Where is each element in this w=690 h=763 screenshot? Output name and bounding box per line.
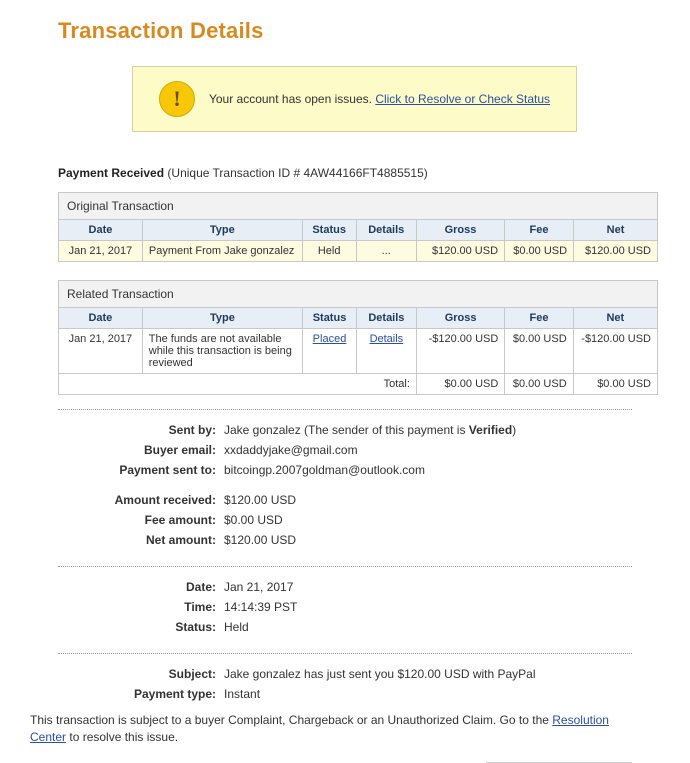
col-details: Details xyxy=(356,220,416,241)
alert-message-text: Your account has open issues. xyxy=(208,92,372,106)
status-value: Held xyxy=(224,620,249,634)
col-gross: Gross xyxy=(416,308,504,329)
buyer-email-value: xxdaddyjake@gmail.com xyxy=(224,443,358,457)
divider-3 xyxy=(58,653,632,654)
cell-type: The funds are not available while this transaction is being reviewed xyxy=(142,329,302,374)
payment-type-value: Instant xyxy=(224,687,261,701)
cell-net: $120.00 USD xyxy=(574,241,658,262)
time-value: 14:14:39 PST xyxy=(224,600,298,614)
table-header-row xyxy=(59,308,658,329)
payment-sent-to-value: bitcoingp.2007goldman@outlook.com xyxy=(224,463,425,477)
payment-type-label: Payment type: xyxy=(133,687,216,701)
warning-exclamation-icon: ! xyxy=(159,81,195,117)
buyer-email-label: Buyer email: xyxy=(143,443,216,457)
cell-gross: $120.00 USD xyxy=(416,241,504,262)
subject-details xyxy=(58,664,658,704)
sender-details xyxy=(58,420,658,550)
details-link[interactable]: Details xyxy=(369,333,404,345)
status-label: Status: xyxy=(175,620,216,634)
total-net: $0.00 USD xyxy=(573,374,657,395)
cell-status: Held xyxy=(302,241,356,262)
cell-details[interactable] xyxy=(356,329,416,374)
total-fee: $0.00 USD xyxy=(505,374,573,395)
cell-status[interactable] xyxy=(303,329,357,374)
footnote-text-end: to resolve this issue. xyxy=(66,730,179,744)
original-transaction-table xyxy=(58,192,658,262)
col-net: Net xyxy=(573,308,657,329)
related-transaction-caption: Related Transaction xyxy=(58,280,658,307)
col-fee: Fee xyxy=(505,220,574,241)
sent-by-text-end: ) xyxy=(512,423,517,437)
fee-amount-label: Fee amount: xyxy=(144,513,216,527)
alert-message xyxy=(195,92,564,106)
cell-date: Jan 21, 2017 xyxy=(59,329,143,374)
detail-row-time xyxy=(58,597,658,617)
detail-row-buyer-email xyxy=(58,440,658,460)
table-row xyxy=(59,329,658,374)
cell-fee: $0.00 USD xyxy=(505,329,573,374)
status-link[interactable]: Placed xyxy=(312,333,347,345)
payment-sent-to-label: Payment sent to: xyxy=(119,463,216,477)
total-label: Total: xyxy=(59,374,417,395)
table-total-row xyxy=(59,374,658,395)
col-status: Status xyxy=(302,220,356,241)
col-details: Details xyxy=(356,308,416,329)
transaction-details-page xyxy=(0,18,690,763)
sent-by-value xyxy=(224,420,516,440)
table-header-row xyxy=(59,220,658,241)
divider-1 xyxy=(58,409,632,410)
cell-type: Payment From Jake gonzalez xyxy=(142,241,302,262)
related-transaction-block xyxy=(58,280,658,395)
net-amount-label: Net amount: xyxy=(146,533,216,547)
total-gross: $0.00 USD xyxy=(416,374,504,395)
resolution-center-link[interactable]: Resolution Center xyxy=(30,713,609,744)
cell-date: Jan 21, 2017 xyxy=(59,241,143,262)
net-amount-value: $120.00 USD xyxy=(224,533,297,547)
col-date: Date xyxy=(59,308,143,329)
subject-value: Jake gonzalez has just sent you $120.00 USD with PayPal xyxy=(224,667,536,681)
col-type: Type xyxy=(142,220,302,241)
verified-flag: Verified xyxy=(468,423,513,437)
sent-by-label: Sent by: xyxy=(168,423,216,437)
col-date: Date xyxy=(59,220,143,241)
footnote-text-start: This transaction is subject to a buyer Complaint, Chargeback or an Unauthorized Claim. Go to the xyxy=(30,713,553,727)
detail-row-sent-by xyxy=(58,420,658,440)
cell-details[interactable]: ... xyxy=(356,241,416,262)
account-alert xyxy=(132,66,577,132)
fee-amount-value: $0.00 USD xyxy=(224,513,283,527)
amount-received-value: $120.00 USD xyxy=(224,493,297,507)
detail-row-payment-type xyxy=(58,684,658,704)
cell-net: -$120.00 USD xyxy=(573,329,657,374)
original-transaction-caption: Original Transaction xyxy=(58,192,658,219)
cell-gross: -$120.00 USD xyxy=(416,329,504,374)
detail-row-payment-sent-to xyxy=(58,460,658,480)
detail-row-fee-amount xyxy=(58,510,658,530)
subject-label: Subject: xyxy=(168,667,216,681)
col-gross: Gross xyxy=(416,220,504,241)
col-type: Type xyxy=(142,308,302,329)
payment-summary-line xyxy=(58,166,674,180)
col-net: Net xyxy=(574,220,658,241)
detail-row-subject xyxy=(58,664,658,684)
amount-received-label: Amount received: xyxy=(114,493,216,507)
resolve-status-link[interactable]: Click to Resolve or Check Status xyxy=(375,92,551,106)
detail-row-amount-received xyxy=(58,490,658,510)
col-status: Status xyxy=(303,308,357,329)
cell-fee: $0.00 USD xyxy=(505,241,574,262)
transaction-id: (Unique Transaction ID # 4AW44166FT4885515) xyxy=(167,166,428,180)
col-fee: Fee xyxy=(505,308,573,329)
datetime-details xyxy=(58,577,658,637)
divider-2 xyxy=(58,566,632,567)
date-label: Date: xyxy=(185,580,216,594)
detail-row-net-amount xyxy=(58,530,658,550)
date-value: Jan 21, 2017 xyxy=(224,580,294,594)
original-transaction-block xyxy=(58,192,658,262)
detail-row-status xyxy=(58,617,658,637)
detail-row-date xyxy=(58,577,658,597)
payment-status-heading: Payment Received xyxy=(58,166,165,180)
page-title: Transaction Details xyxy=(58,18,264,43)
sent-by-text: Jake gonzalez (The sender of this payment is xyxy=(224,423,469,437)
alert-box xyxy=(132,66,577,132)
related-transaction-table xyxy=(58,280,658,395)
time-label: Time: xyxy=(184,600,216,614)
table-row xyxy=(59,241,658,262)
